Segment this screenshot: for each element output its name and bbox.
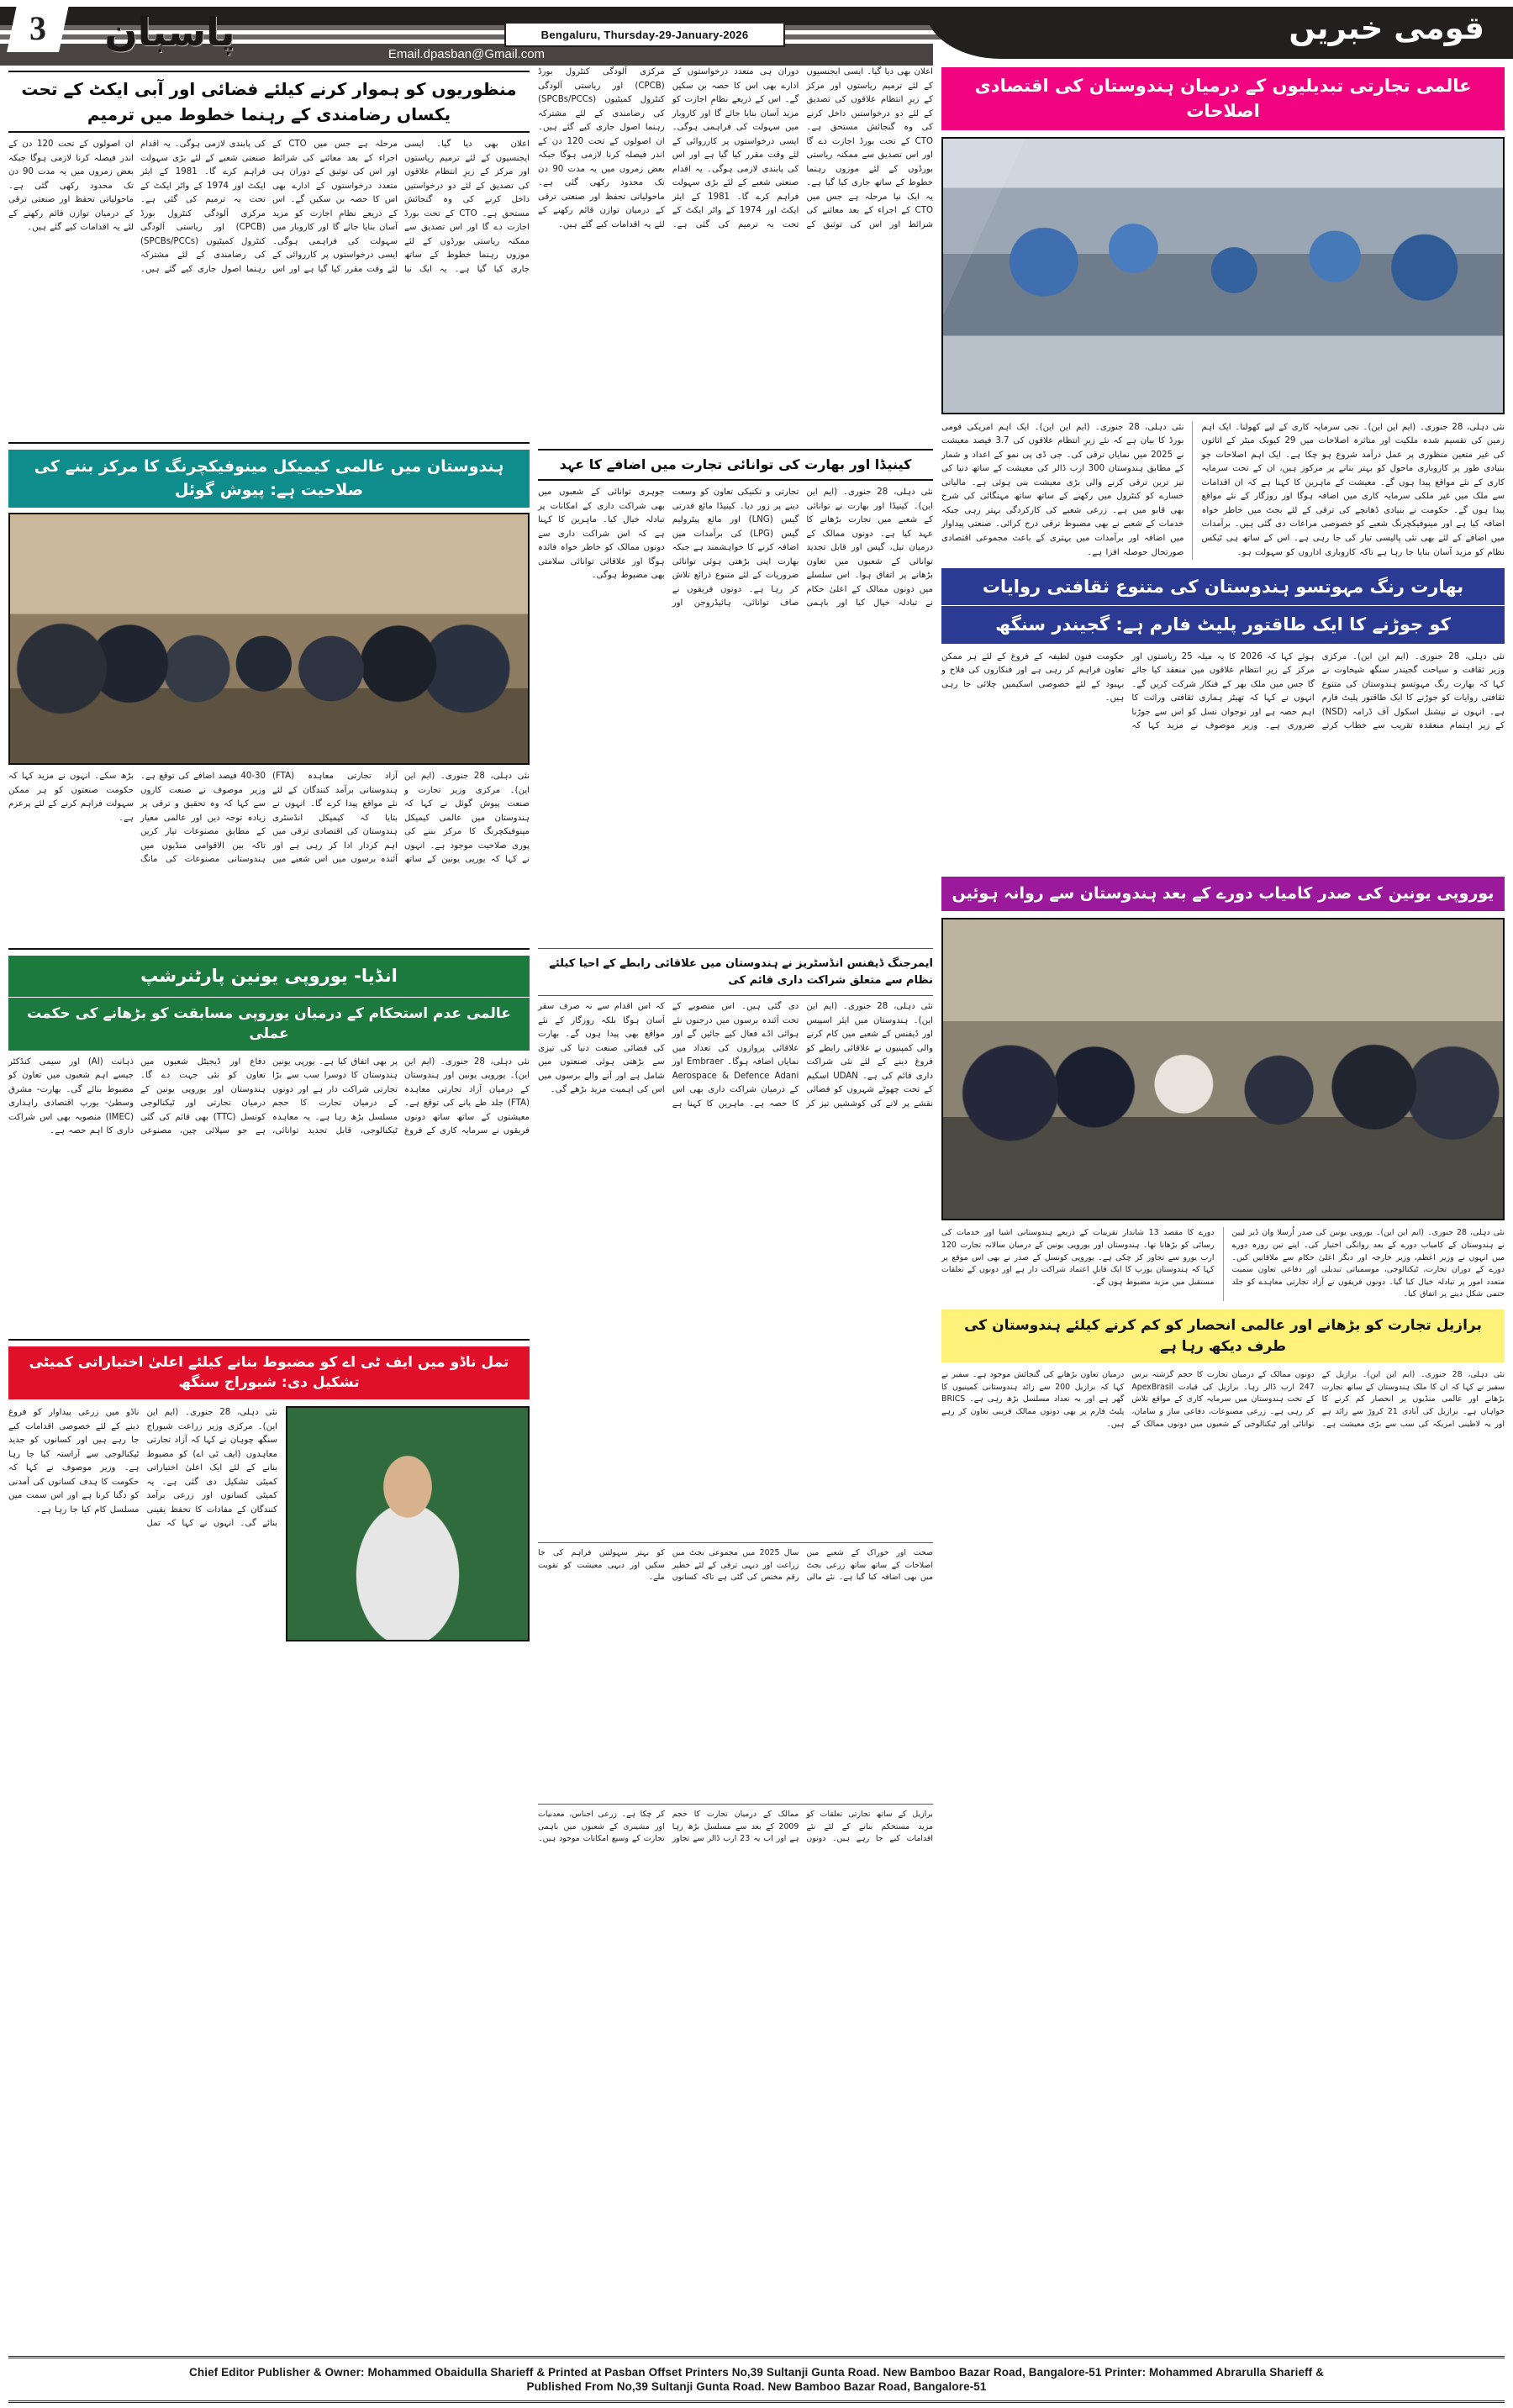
right-banner-economic-reforms: عالمی تجارتی تبدیلیوں کے درمیان ہندوستان کی اقتصادی اصلاحات: [941, 67, 1505, 130]
mid-article-2-body: نئی دہلی، 28 جنوری۔ (ایم این این)۔ ہندوستان میں ایئر اسپیس اور ڈیفنس کے شعبے میں کام کرنے والی کمپنیوں نے علاقائی رابطے کو فروغ دینے کے لئے نئی شراکت داری قائم کی ہے۔ UDAN اسکیم کے تحت چھوٹے شہروں کو فضائی نقشے پر لانے کی کوششیں تیز کر دی گئی ہیں۔ اس منصوبے کے تحت آئندہ برسوں میں درجنوں نئے ہوائی اڈے فعال کیے جائیں گے اور علاقائی پروازوں کی تعداد میں نمایاں اضافہ ہوگا۔ Embraer اور Aerospace & Defence Adani کے درمیان شراکت داری بھی اس کا حصہ ہے۔ ماہرین کا کہنا ہے کہ اس اقدام سے نہ صرف سفر آسان ہوگا بلکہ روزگار کے نئے مواقع بھی پیدا ہوں گے۔ بھارت کی فضائی صنعت دنیا کی تیزی سے بڑھتی ہوئی صنعتوں میں شامل ہے اور آنے والے برسوں میں اس کی اہمیت مزید بڑھے گی۔: [538, 1002, 933, 1109]
right-article-1-body-right: نئی دہلی، 28 جنوری۔ (ایم این این)۔ ایک اہم امریکی قومی بورڈ کا بیان ہے کہ نئے زیرِ انتظام علاقوں کی 3.7 فیصد معیشت نے 2025 میں نمایاں ترقی کی۔ جی ڈی پی نمو کے اعداد و شمار کے مطابق ہندوستان 300 ارب ڈالر کی معیشت کے ساتھ دنیا کی تیز ترین ترقی کرنے والی بڑی معیشت بنی ہوئی ہے۔ مالیاتی خسارے کو کنٹرول میں رکھنے کے ساتھ ساتھ مہنگائی کی شرح بھی قابو میں ہے۔ زرعی شعبے کی کارکردگی بہتر رہی جبکہ خدمات کے شعبے نے بھی مضبوط ترقی درج کرائی۔ صنعتی پیداوار میں اضافہ اور برآمدات میں بہتری کے باعث مجموعی اقتصادی صورتحال حوصلہ افزا ہے۔: [941, 422, 1184, 557]
photo-delegation-group: [8, 513, 530, 765]
masthead: [0, 0, 1513, 66]
left-column: [8, 66, 530, 1646]
left-banner-eu-partnership-line1: انڈیا- یوروپی یونین پارٹنرشپ: [8, 956, 530, 996]
right-article-3-body-right: دورے کا مقصد 13 شاندار تقریبات کے ذریعے ہندوستانی اشیا اور خدمات کی رسائی کو بڑھانا تھا۔ ہندوستان اور یوروپی یونین کے درمیان سالانہ تجارت 120 ارب یورو سے تجاوز کر چکی ہے۔ یوروپی کونسل کے صدر نے بھی اس موقع پر کہا کہ ہندوستان یورپ کا ایک قابلِ اعتماد شراکت دار ہے اور دونوں کے تعلقات مستقبل میں مزید مضبوط ہوں گے۔: [941, 1228, 1215, 1287]
right-column: [941, 66, 1505, 1621]
mid-article-0-body: اعلان بھی دیا گیا۔ ایسی ایجنسیوں کے لئے ترمیم ریاستوں اور مرکز کے زیرِ انتظام علاقوں کی تصدیق کے لئے دو درخواستیں داخل کرنے کی وہ گنجائش مستحق ہے۔ CTO کے تحت بورڈ اجازت دے گا اور اس تصدیق سے ممکنہ ریاستی بورڈوں کے لئے موزوں رہنما خطوط کے ساتھ جاری کیا گیا ہے۔ یہ ایک نیا مرحلہ ہے جس میں CTO کے اجراء کے بعد معائنے کی شرائط اور اس کی توثیق کے دوران ہی متعدد درخواستوں کے ادارے بھی اس کا حصہ بن سکیں گے۔ اس کے ذریعے نظامِ اجازت کو مزید آسان بنایا جائے گا اور کاروبار میں سہولت کی فراہمی ہوگی۔ ایسی درخواستوں پر کارروائی کے لئے وقت مقرر کیا گیا ہے اور اس کی پابندی لازمی ہوگی۔ یہ اقدام صنعتی شعبے کے لئے بڑی سہولت فراہم کرے گا۔ 1981 کے ایئر ایکٹ اور 1974 کے واٹر ایکٹ کے تحت یہ ترمیم کی گئی ہے۔ مرکزی آلودگی کنٹرول بورڈ (CPCB) اور ریاستی آلودگی کنٹرول کمیٹیوں (SPCBs/PCCs) کی رضامندی کے لئے مشترکہ رہنما اصول جاری کیے گئے ہیں۔ ان اصولوں کے تحت 120 دن کے اندر فیصلہ کرنا لازمی ہوگا جبکہ بعض زمروں میں یہ مدت 90 دن تک محدود رکھی گئی ہے۔ ماحولیاتی تحفظ اور صنعتی ترقی کے درمیان توازن قائم رکھنے کے لئے یہ اقدامات کیے گئے ہیں۔: [538, 67, 933, 229]
right-banner-eu-president: یوروپی یونین کی صدر کامیاب دورے کے بعد ہندوستان سے روانہ ہوئیں: [941, 877, 1505, 912]
mid-article-4-body: برازیل کے ساتھ تجارتی تعلقات کو مزید مستحکم بنانے کے لئے نئے اقدامات کیے جا رہے ہیں۔ دونوں ممالک کے درمیان تجارت کا حجم 2009 کے بعد سے مسلسل بڑھ رہا ہے اور اب یہ 23 ارب ڈالر سے تجاوز کر چکا ہے۔ زرعی اجناس، معدنیات اور مشینری کے شعبوں میں باہمی تجارت کے وسیع امکانات موجود ہیں۔: [538, 1810, 933, 1844]
mid-article-1-body: نئی دہلی، 28 جنوری۔ (ایم این این)۔ کینیڈا اور بھارت نے توانائی کے شعبے میں تجارت بڑھانے کا عہد کیا ہے۔ دونوں ممالک کے درمیان تیل، گیس اور قابل تجدید توانائی کے شعبوں میں تعاون بڑھانے پر اتفاق ہوا۔ اس سلسلے میں دونوں ممالک کے اعلیٰ حکام نے تبادلہ خیال کیا اور باہمی تجارتی و تکنیکی تعاون کو وسعت دینے پر زور دیا۔ کینیڈا مائع قدرتی گیس (LNG) اور مائع پیٹرولیم گیس (LPG) کی برآمدات میں اضافہ کرنے کا خواہشمند ہے جبکہ بھارت اپنی بڑھتی ہوئی توانائی ضروریات کے لئے متنوع ذرائع تلاش کر رہا ہے۔ دونوں فریقوں نے صاف توانائی، ہائیڈروجن اور جوہری توانائی کے شعبوں میں بھی شراکت داری کے امکانات پر تبادلہ خیال کیا۔ ماہرین کا کہنا ہے کہ اس شراکت داری سے دونوں ممالک کو خاطر خواہ فائدہ ہوگا اور علاقائی توانائی سلامتی بھی مضبوط ہوگی۔: [538, 487, 933, 609]
left-headline-1: منظوریوں کو ہموار کرنے کیلئے فضائی اور آبی ایکٹ کے تحت یکساں رضامندی کے رہنما خطوط میں ترمیم: [21, 79, 517, 124]
divider: [538, 948, 933, 949]
mid-headline-2: ایمرجنگ ڈیفنس انڈسٹریز نے ہندوستان میں علاقائی رابطے کے احیا کیلئے نظام سے متعلق شراکت داری قائم کی: [549, 957, 933, 987]
date-line: Bengaluru, Thursday-29-January-2026: [540, 28, 749, 41]
divider: [538, 1804, 933, 1805]
column-rule: [1223, 1227, 1224, 1300]
mid-article-3-body: صحت اور خوراک کے شعبے میں اصلاحات کے ساتھ ساتھ زرعی بجٹ میں بھی اضافہ کیا گیا ہے۔ نئے مالی سال 2025 میں مجموعی بجٹ میں زراعت اور دیہی ترقی کے لئے خطیر رقم مختص کی گئی ہے تاکہ کسانوں کو بہتر سہولتیں فراہم کی جا سکیں اور دیہی معیشت کو تقویت ملے۔: [538, 1548, 933, 1583]
left-article-3-body: نئی دہلی، 28 جنوری۔ (ایم این این)۔ یوروپی یونین اور ہندوستان کے درمیان آزاد تجارتی معاہدہ (FTA) جلد طے پانے کی توقع ہے۔ معیشتوں کے ساتھ ساتھ دونوں فریقوں نے سرمایہ کاری کے فروغ پر بھی اتفاق کیا ہے۔ یورپی یونین ہندوستان کا دوسرا سب سے بڑا تجارتی شراکت دار ہے اور دونوں کے درمیان تجارت کا حجم مسلسل بڑھ رہا ہے۔ یہ معاہدہ ٹیکنالوجی، قابل تجدید توانائی، دفاع اور ڈیجیٹل شعبوں میں تعاون کو نئی جہت دے گا۔ ہندوستان اور یوروپی یونین کے درمیان تجارتی اور ٹیکنالوجی کونسل (TTC) بھی قائم کی گئی ہے جو سپلائی چین، مصنوعی ذہانت (AI) اور سیمی کنڈکٹر جیسے اہم شعبوں میں تعاون کو مضبوط بنائے گی۔ بھارت- مشرق وسطیٰ- یورپ اقتصادی راہداری (IMEC) منصوبہ بھی اس شراکت داری کا اہم حصہ ہے۔: [8, 1056, 530, 1136]
divider: [8, 1339, 530, 1341]
left-banner-eu-partnership-line2: عالمی عدم استحکام کے درمیان یوروپی مسابقت کو بڑھانے کی حکمت عملی: [8, 997, 530, 1051]
right-banner-bharat-rang-mahotsav-line2: کو جوڑنے کا ایک طاقتور پلیٹ فارم ہے: گجیندر سنگھ: [941, 605, 1505, 643]
divider: [8, 948, 530, 950]
divider: [538, 995, 933, 996]
right-article-2-body: نئی دہلی، 28 جنوری۔ (ایم این این)۔ مرکزی وزیر ثقافت و سیاحت گجیندر سنگھ شیخاوت نے کہا کہ بھارت رنگ مہوتسو ہندوستان کی متنوع ثقافتی روایات کو جوڑنے کا ایک طاقتور پلیٹ فارم ہے۔ انہوں نے نیشنل اسکول آف ڈرامہ (NSD) کے زیر اہتمام منعقدہ تقریب سے خطاب کرتے ہوئے کہا کہ 2026 کا یہ میلہ 25 ریاستوں اور مرکز کے زیرِ انتظام علاقوں میں منعقد کیا جائے گا جس میں ملک بھر کے فنکار شرکت کریں گے۔ انہوں نے کہا کہ تھیٹر ہماری ثقافتی وراثت کا اہم حصہ ہے اور نوجوان نسل کو اس سے جوڑنا ضروری ہے۔ وزیر موصوف نے مزید کہا کہ حکومت فنون لطیفہ کے فروغ کے لئے ہر ممکن تعاون فراہم کر رہی ہے اور فنکاروں کی فلاح و بہبود کے لئے خصوصی اسکیمیں چلائی جا رہی ہیں۔: [941, 651, 1505, 731]
page-body: [0, 66, 1513, 2335]
right-article-4-body: نئی دہلی، 28 جنوری۔ (ایم این این)۔ برازیل کے سفیر نے کہا کہ ان کا ملک ہندوستان کے ساتھ تجارت بڑھانے اور عالمی منڈیوں پر انحصار کم کرنے کا خواہاں ہے۔ برازیل کی آبادی 21 کروڑ سے زائد ہے اور یہ لاطینی امریکہ کی سب سے بڑی معیشت ہے۔ دونوں ممالک کے درمیان تجارت کا حجم گزشتہ برس 247 ارب ڈالر رہا۔ برازیل کی قیادت ApexBrasil کے تحت ہندوستان میں سرمایہ کاری کے مواقع تلاش کر رہی ہے۔ زرعی مصنوعات، دفاعی ساز و سامان، توانائی اور ٹیکنالوجی کے شعبوں میں دونوں ممالک کے درمیان تعاون بڑھانے کی گنجائش موجود ہے۔ سفیر نے کہا کہ برازیل 200 سے زائد ہندوستانی کمپنیوں کا گھر ہے اور یہ تعداد مسلسل بڑھ رہی ہے۔ BRICS پلیٹ فارم پر بھی دونوں ممالک قریبی تعاون کر رہے ہیں۔: [941, 1370, 1505, 1429]
footer-line-2: Published From No,39 Sultanji Gunta Road. New Bamboo Bazar Road, Bangalore-51: [526, 2380, 987, 2393]
paper-logo: [77, 2, 262, 62]
page-number: 3: [29, 9, 46, 47]
right-banner-bharat-rang-mahotsav-line1: بھارت رنگ مہوتسو ہندوستان کی متنوع ثقافتی روایات: [941, 568, 1505, 605]
page-number-badge: [7, 5, 69, 52]
section-title: قومی خبریں: [1289, 10, 1484, 46]
mid-headline-1: کینیڈا اور بھارت کی توانائی تجارت میں اضافے کا عہد: [559, 456, 912, 472]
photo-eu-delegation-handshake: [941, 918, 1505, 1220]
right-article-1-body-left: نئی دہلی، 28 جنوری۔ (ایم این این)۔ نجی سرمایہ کاری کے لیے کھولنا۔ ایک اہم زمین کی تقسیم شدہ ملکیت اور متاثرہ اصلاحات میں 29 کیوبک میٹر کے اثاثوں کی غیر متعین منظوری پر عمل درآمد شروع ہو چکا ہے۔ ایک اہم اصلاحات جو بنیادی طور پر کاروباری ماحول کو بہتر بنانے پر مرکوز ہیں، ان کے تحت سرمایہ کاری کے نئے مواقع پیدا ہوں گے۔ معیشت کے ماہرین کا کہنا ہے کہ ان اقدامات سے ملک میں غیر ملکی سرمایہ کاری میں اضافہ ہوگا اور روزگار کے نئے مواقع پیدا ہوں گے۔ حکومت نے بنیادی ڈھانچے کی ترقی کے لئے بجٹ میں خاطر خواہ اضافہ کیا ہے اور مینوفیکچرنگ شعبے کو خصوصی مراعات دی گئی ہیں۔ برآمدات میں اضافے کے لئے بھی نئی پالیسی تیار کی جا رہی ہے۔ اس کے ساتھ ہی ٹیکس نظام کو مزید آسان بنایا جا رہا ہے تاکہ کاروباری اداروں کو سہولت ہو۔: [1201, 422, 1505, 557]
left-article-2-body: نئی دہلی، 28 جنوری۔ (ایم این این)۔ مرکزی وزیر تجارت و صنعت پیوش گوئل نے کہا کہ ہندوستان میں عالمی کیمیکل مینوفیکچرنگ کا مرکز بننے کی پوری صلاحیت موجود ہے۔ انہوں نے کہا کہ یورپی یونین کے ساتھ آزاد تجارتی معاہدہ (FTA) ہندوستانی برآمد کنندگان کے لئے نئے مواقع پیدا کرے گا۔ انہوں نے بتایا کہ کیمیکل انڈسٹری ہندوستان کی اقتصادی ترقی میں اہم کردار ادا کر رہی ہے اور آئندہ برسوں میں اس شعبے میں 30-40 فیصد اضافے کی توقع ہے۔ وزیر موصوف نے صنعت کاروں سے کہا کہ وہ تحقیق و ترقی پر زیادہ توجہ دیں اور عالمی معیار کے مطابق مصنوعات تیار کریں تاکہ بین الاقوامی منڈیوں میں ہندوستانی مصنوعات کی مانگ بڑھ سکے۔ انہوں نے مزید کہا کہ حکومت صنعتوں کو ہر ممکن سہولت فراہم کرنے کے لئے پرعزم ہے۔: [8, 772, 530, 865]
footer-imprint: [8, 2356, 1505, 2403]
left-banner-tamilnadu: تمل ناڈو میں ایف ٹی اے کو مضبوط بنانے کیلئے اعلیٰ اختیاراتی کمیٹی تشکیل دی: شیوراج سنگھ: [8, 1346, 530, 1399]
left-banner-chemical: ہندوستان میں عالمی کیمیکل مینوفیکچرنگ کا مرکز بننے کی صلاحیت ہے: پیوش گوئل: [8, 450, 530, 508]
mid-headline-1-box: [538, 449, 933, 481]
middle-column: [538, 66, 933, 2086]
paper-name: پاسبان: [104, 9, 235, 55]
divider: [8, 442, 530, 444]
divider: [538, 1542, 933, 1543]
photo-shivraj-singh: [286, 1406, 530, 1641]
column-rule: [1192, 421, 1193, 560]
right-banner-brazil-trade: برازیل تجارت کو بڑھانے اور عالمی انحصار کو کم کرنے کیلئے ہندوستان کی طرف دیکھ رہا ہے: [941, 1309, 1505, 1362]
footer-line-1: Chief Editor Publisher & Owner: Mohammed Obaidulla Sharieff & Printed at Pasban Offset Printers No,39 Sultanji Gunta Road. New Bamboo Bazar Road, Bangalore-51 Printer: Mohammed Abrarulla Sharieff &: [189, 2366, 1324, 2379]
right-article-3-body-left: نئی دہلی، 28 جنوری۔ (ایم این این)۔ یوروپی یونین کی صدر اُرسلا وان ڈیر لیین نے ہندوستان کے کامیاب دورے کے بعد روانگی اختیار کی۔ اپنے تین روزہ دورے میں انہوں نے وزیر اعظم، وزیر خارجہ اور دیگر اعلیٰ حکام سے ملاقاتیں کیں۔ دورے کے دوران تجارت، ٹیکنالوجی، موسمیاتی تبدیلی اور دفاعی تعاون سمیت متعدد امور پر تبادلہ خیال کیا گیا۔ دونوں فریقوں نے آزاد تجارتی معاہدے کو جلد حتمی شکل دینے پر اتفاق کیا۔: [1231, 1228, 1505, 1299]
email-address: Email.dpasban@Gmail.com: [387, 47, 546, 61]
date-box: [504, 22, 785, 47]
photo-factory-assembly-line: [941, 137, 1505, 414]
left-article-1-body: اعلان بھی دیا گیا۔ ایسی ایجنسیوں کے لئے ترمیم ریاستوں اور مرکز کے زیرِ انتظام علاقوں کی تصدیق کے لئے دو درخواستیں داخل کرنے کی وہ گنجائش مستحق ہے۔ CTO کے تحت بورڈ اجازت دے گا اور اس تصدیق سے ممکنہ ریاستی بورڈوں کے لئے موزوں رہنما خطوط کے ساتھ جاری کیا گیا ہے۔ یہ ایک نیا مرحلہ ہے جس میں CTO کے اجراء کے بعد معائنے کی شرائط اور اس کی توثیق کے دوران ہی متعدد درخواستوں کے ادارے بھی اس کا حصہ بن سکیں گے۔ اس کے ذریعے نظامِ اجازت کو مزید آسان بنایا جائے گا اور کاروبار میں سہولت کی فراہمی ہوگی۔ ایسی درخواستوں پر کارروائی کے لئے وقت مقرر کیا گیا ہے اور اس کی پابندی لازمی ہوگی۔ یہ اقدام صنعتی شعبے کے لئے بڑی سہولت فراہم کرے گا۔ 1981 کے ایئر ایکٹ اور 1974 کے واٹر ایکٹ کے تحت یہ ترمیم کی گئی ہے۔ مرکزی آلودگی کنٹرول بورڈ (CPCB) اور ریاستی آلودگی کنٹرول کمیٹیوں (SPCBs/PCCs) کی رضامندی کے لئے مشترکہ رہنما اصول جاری کیے گئے ہیں۔ ان اصولوں کے تحت 120 دن کے اندر فیصلہ کرنا لازمی ہوگا جبکہ بعض زمروں میں یہ مدت 90 دن تک محدود رکھی گئی ہے۔ ماحولیاتی تحفظ اور صنعتی ترقی کے درمیان توازن قائم رکھنے کے لئے یہ اقدامات کیے گئے ہیں۔: [8, 140, 530, 274]
left-article-4-body: نئی دہلی، 28 جنوری۔ (ایم این این)۔ مرکزی وزیر زراعت شیوراج سنگھ چوہان نے کہا کہ آزاد تجارتی معاہدوں (ایف ٹی اے) کو مضبوط بنانے کے لئے ایک اعلیٰ اختیاراتی کمیٹی تشکیل دی گئی ہے۔ یہ کمیٹی کسانوں اور زرعی برآمد کنندگان کے مفادات کا تحفظ یقینی بنائے گی۔ انہوں نے کہا کہ تمل ناڈو میں زرعی پیداوار کو فروغ دینے کے لئے خصوصی اقدامات کیے جا رہے ہیں اور کسانوں کو جدید ٹیکنالوجی سے آراستہ کیا جا رہا ہے۔ وزیر موصوف نے کہا کہ حکومت کا ہدف کسانوں کی آمدنی کو دگنا کرنا ہے اور اس سمت میں مسلسل کام کیا جا رہا ہے۔: [8, 1408, 277, 1529]
left-headline-1-box: [8, 71, 530, 133]
